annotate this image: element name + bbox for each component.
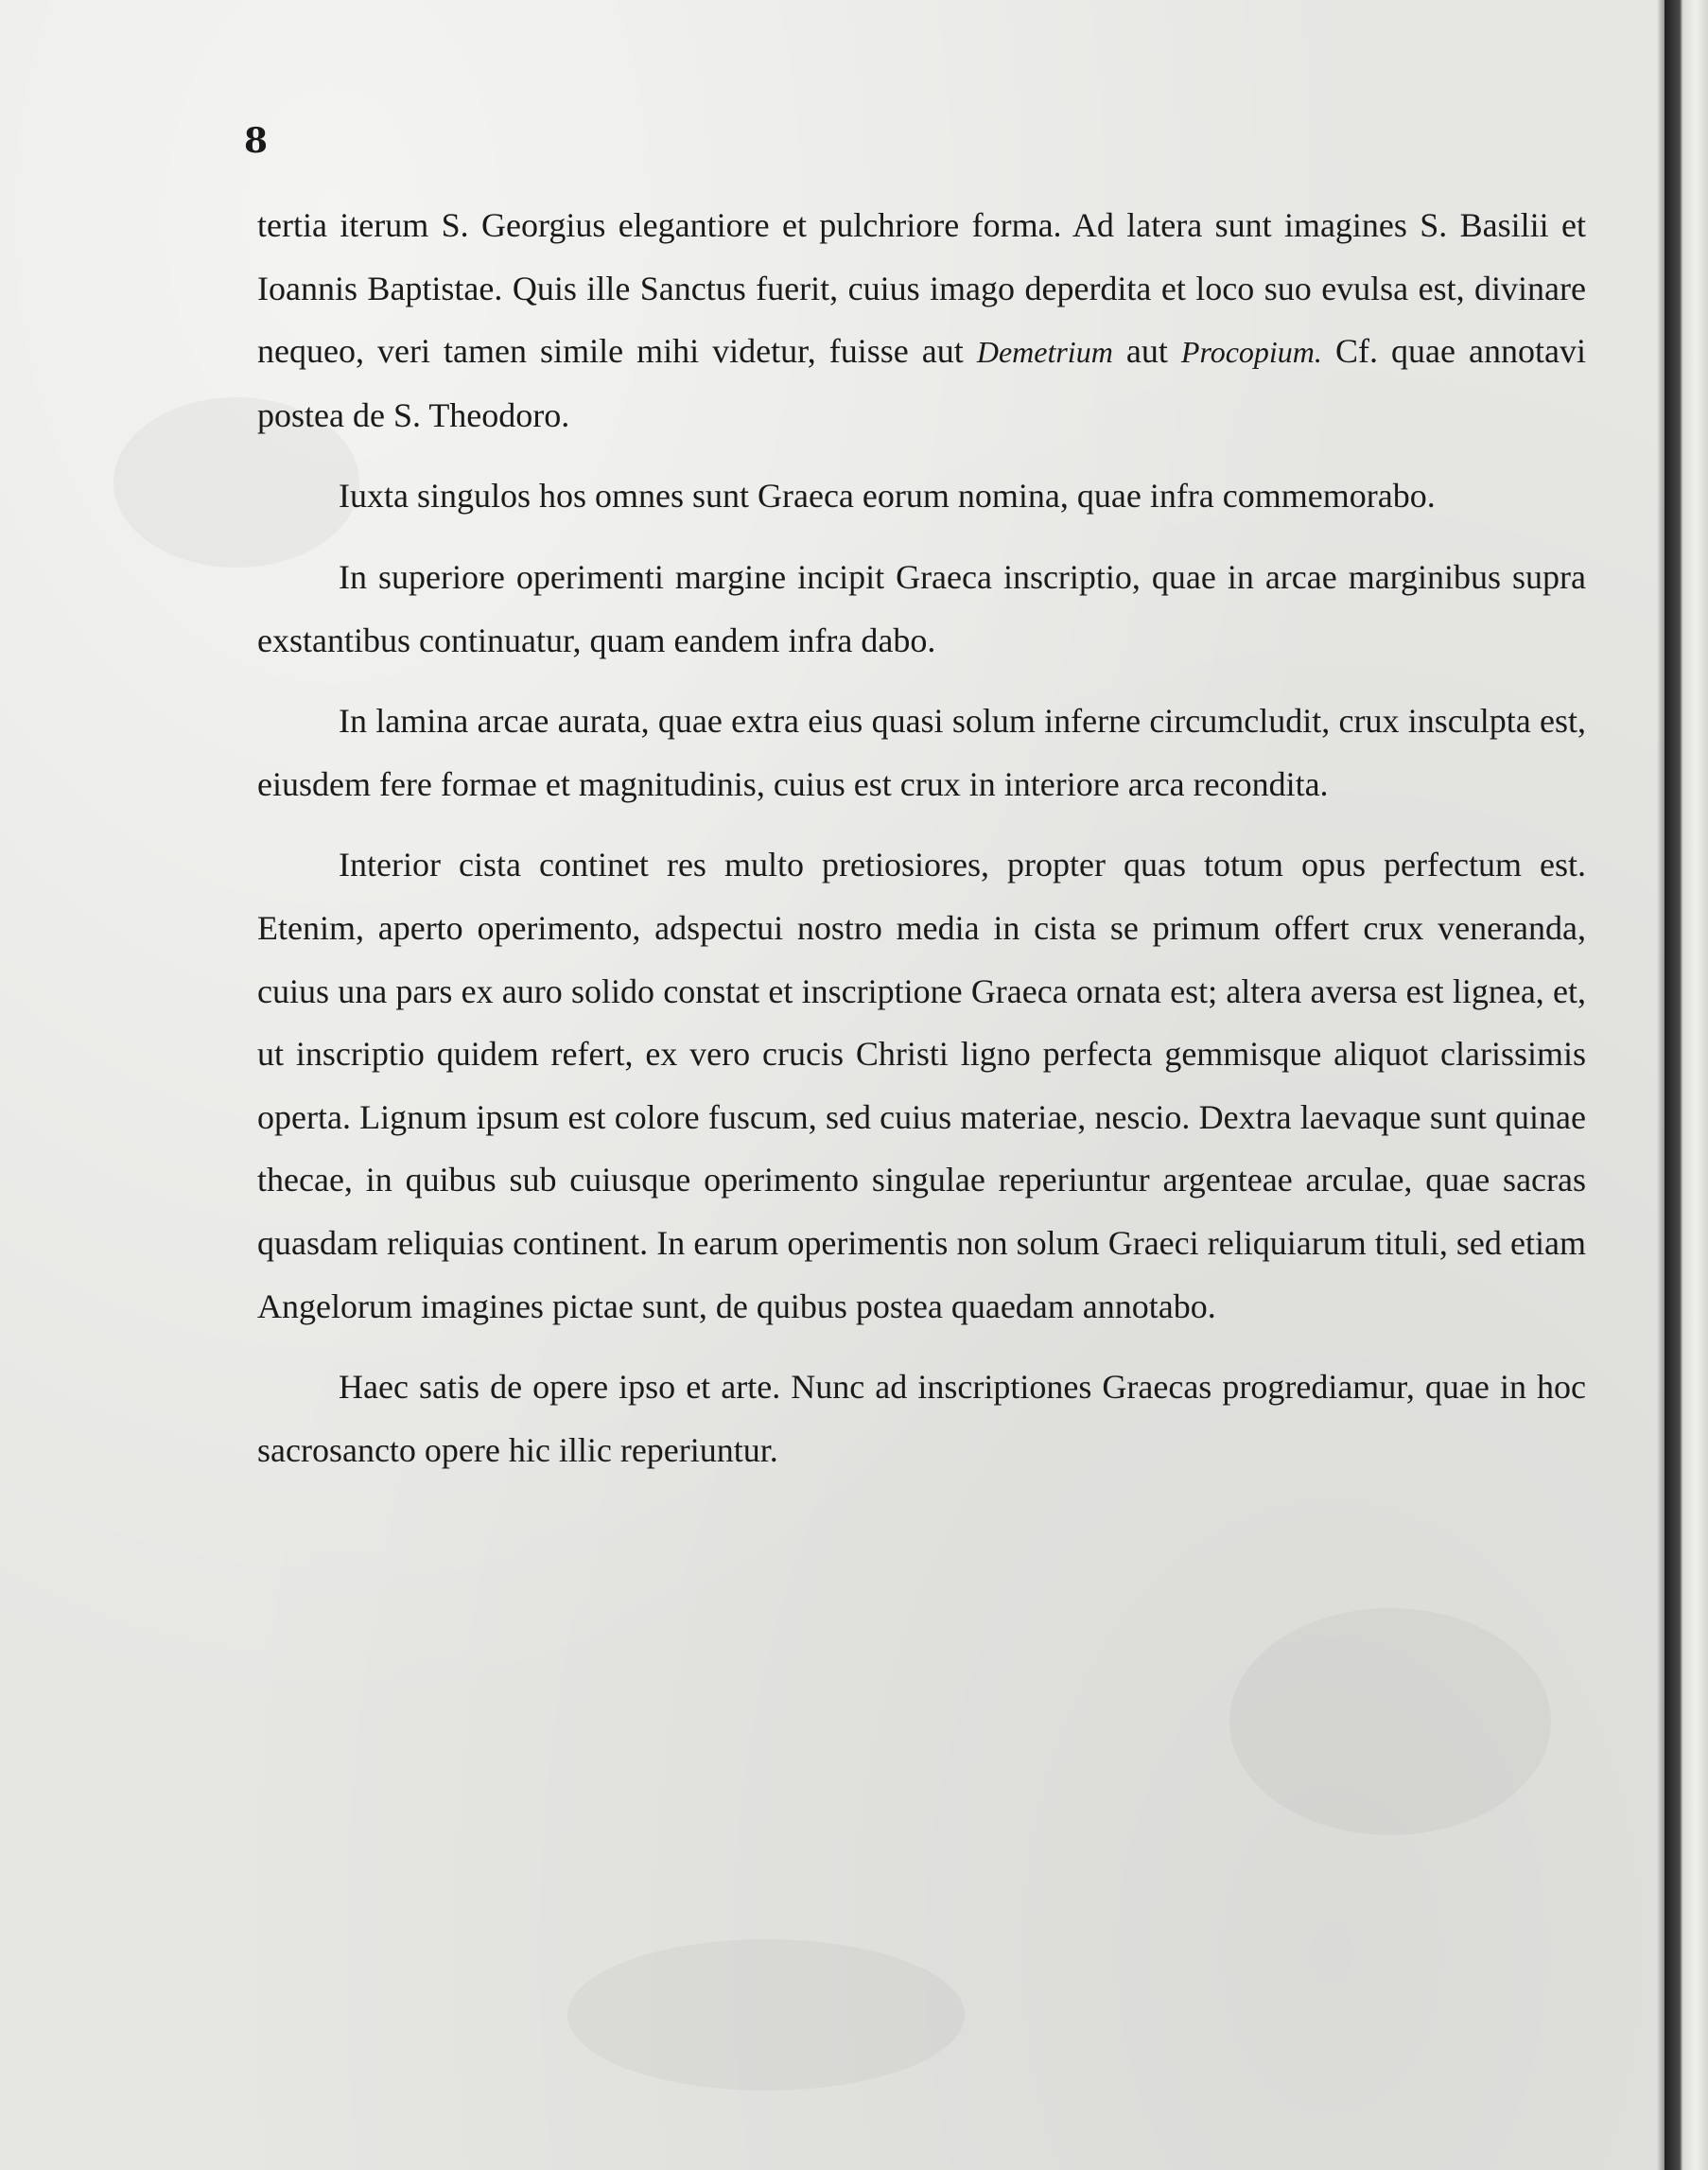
paragraph-3: In superiore operimenti margine incipit Graeca inscriptio, quae in arcae marginibus supra exstantibus continuatur, quam eandem infra dabo. <box>257 557 1586 659</box>
text-line: annotavi postea de S. Theodoro. <box>257 332 1587 434</box>
paragraph-6: Haec satis de opere ipso et arte. Nunc ad inscriptiones Graecas progrediamur, quae in hoc sacrosancto opere hic illic reperiuntur. <box>257 1368 1586 1469</box>
text-fragment: Cf. quae <box>1321 332 1455 371</box>
paragraph-1 <box>257 194 1586 446</box>
text-line: tertia iterum S. Georgius elegantiore et pulchriore forma. Ad latera <box>257 206 1203 244</box>
body-text <box>257 194 1586 1499</box>
page-edge-shadow <box>1657 0 1664 2170</box>
name-procopium: Procopium. <box>1180 335 1322 370</box>
paragraph-5: Interior cista continet res multo pretiosiores, propter quas totum opus perfectum est. Etenim, aperto operimento, adspectui nostro media in cista se primum offert crux veneranda, cuius una pars ex auro solido constat et inscriptione Graeca ornata est; altera aversa est lignea, et, ut inscriptio quidem refert, ex vero crucis Christi ligno perfecta gemmisque aliquot clarissimis operta. Lignum ipsum est colore fuscum, sed cuius materiae, nescio. Dextra laevaque sunt quinae thecae, in quibus sub cuiusque operimento singulae reperiuntur argenteae arculae, quae sacras quasdam reliquias continent. In earum operimentis non solum Graeci reliquiarum tituli, sed etiam Angelorum imagines pictae sunt, de quibus postea quaedam annotabo. <box>257 846 1586 1325</box>
name-demetrium: Demetrium <box>976 335 1113 370</box>
text-line: cuius imago deperdita et loco suo evulsa est, divinare nequeo, veri <box>257 269 1587 371</box>
page-number: 8 <box>244 121 270 161</box>
paper-stain <box>1229 1608 1551 1835</box>
paragraph-4: In lamina arcae aurata, quae extra eius quasi solum inferne circumcludit, crux insculpta est, eiusdem fere formae et magnitudinis, cuius est crux in interiore arca recondita. <box>257 702 1586 803</box>
paragraph-2: Iuxta singulos hos omnes sunt Graeca eorum nomina, quae infra commemorabo. <box>339 477 1436 516</box>
paper-stain <box>567 1939 965 2091</box>
text-line: tamen simile mihi videtur, fuisse aut <box>444 332 977 371</box>
text-fragment: aut <box>1112 332 1181 371</box>
book-spine <box>1664 0 1708 2170</box>
text-line: sunt imagines S. Basilii et Ioannis Baptistae. Quis ille Sanctus fuerit, <box>257 206 1587 307</box>
